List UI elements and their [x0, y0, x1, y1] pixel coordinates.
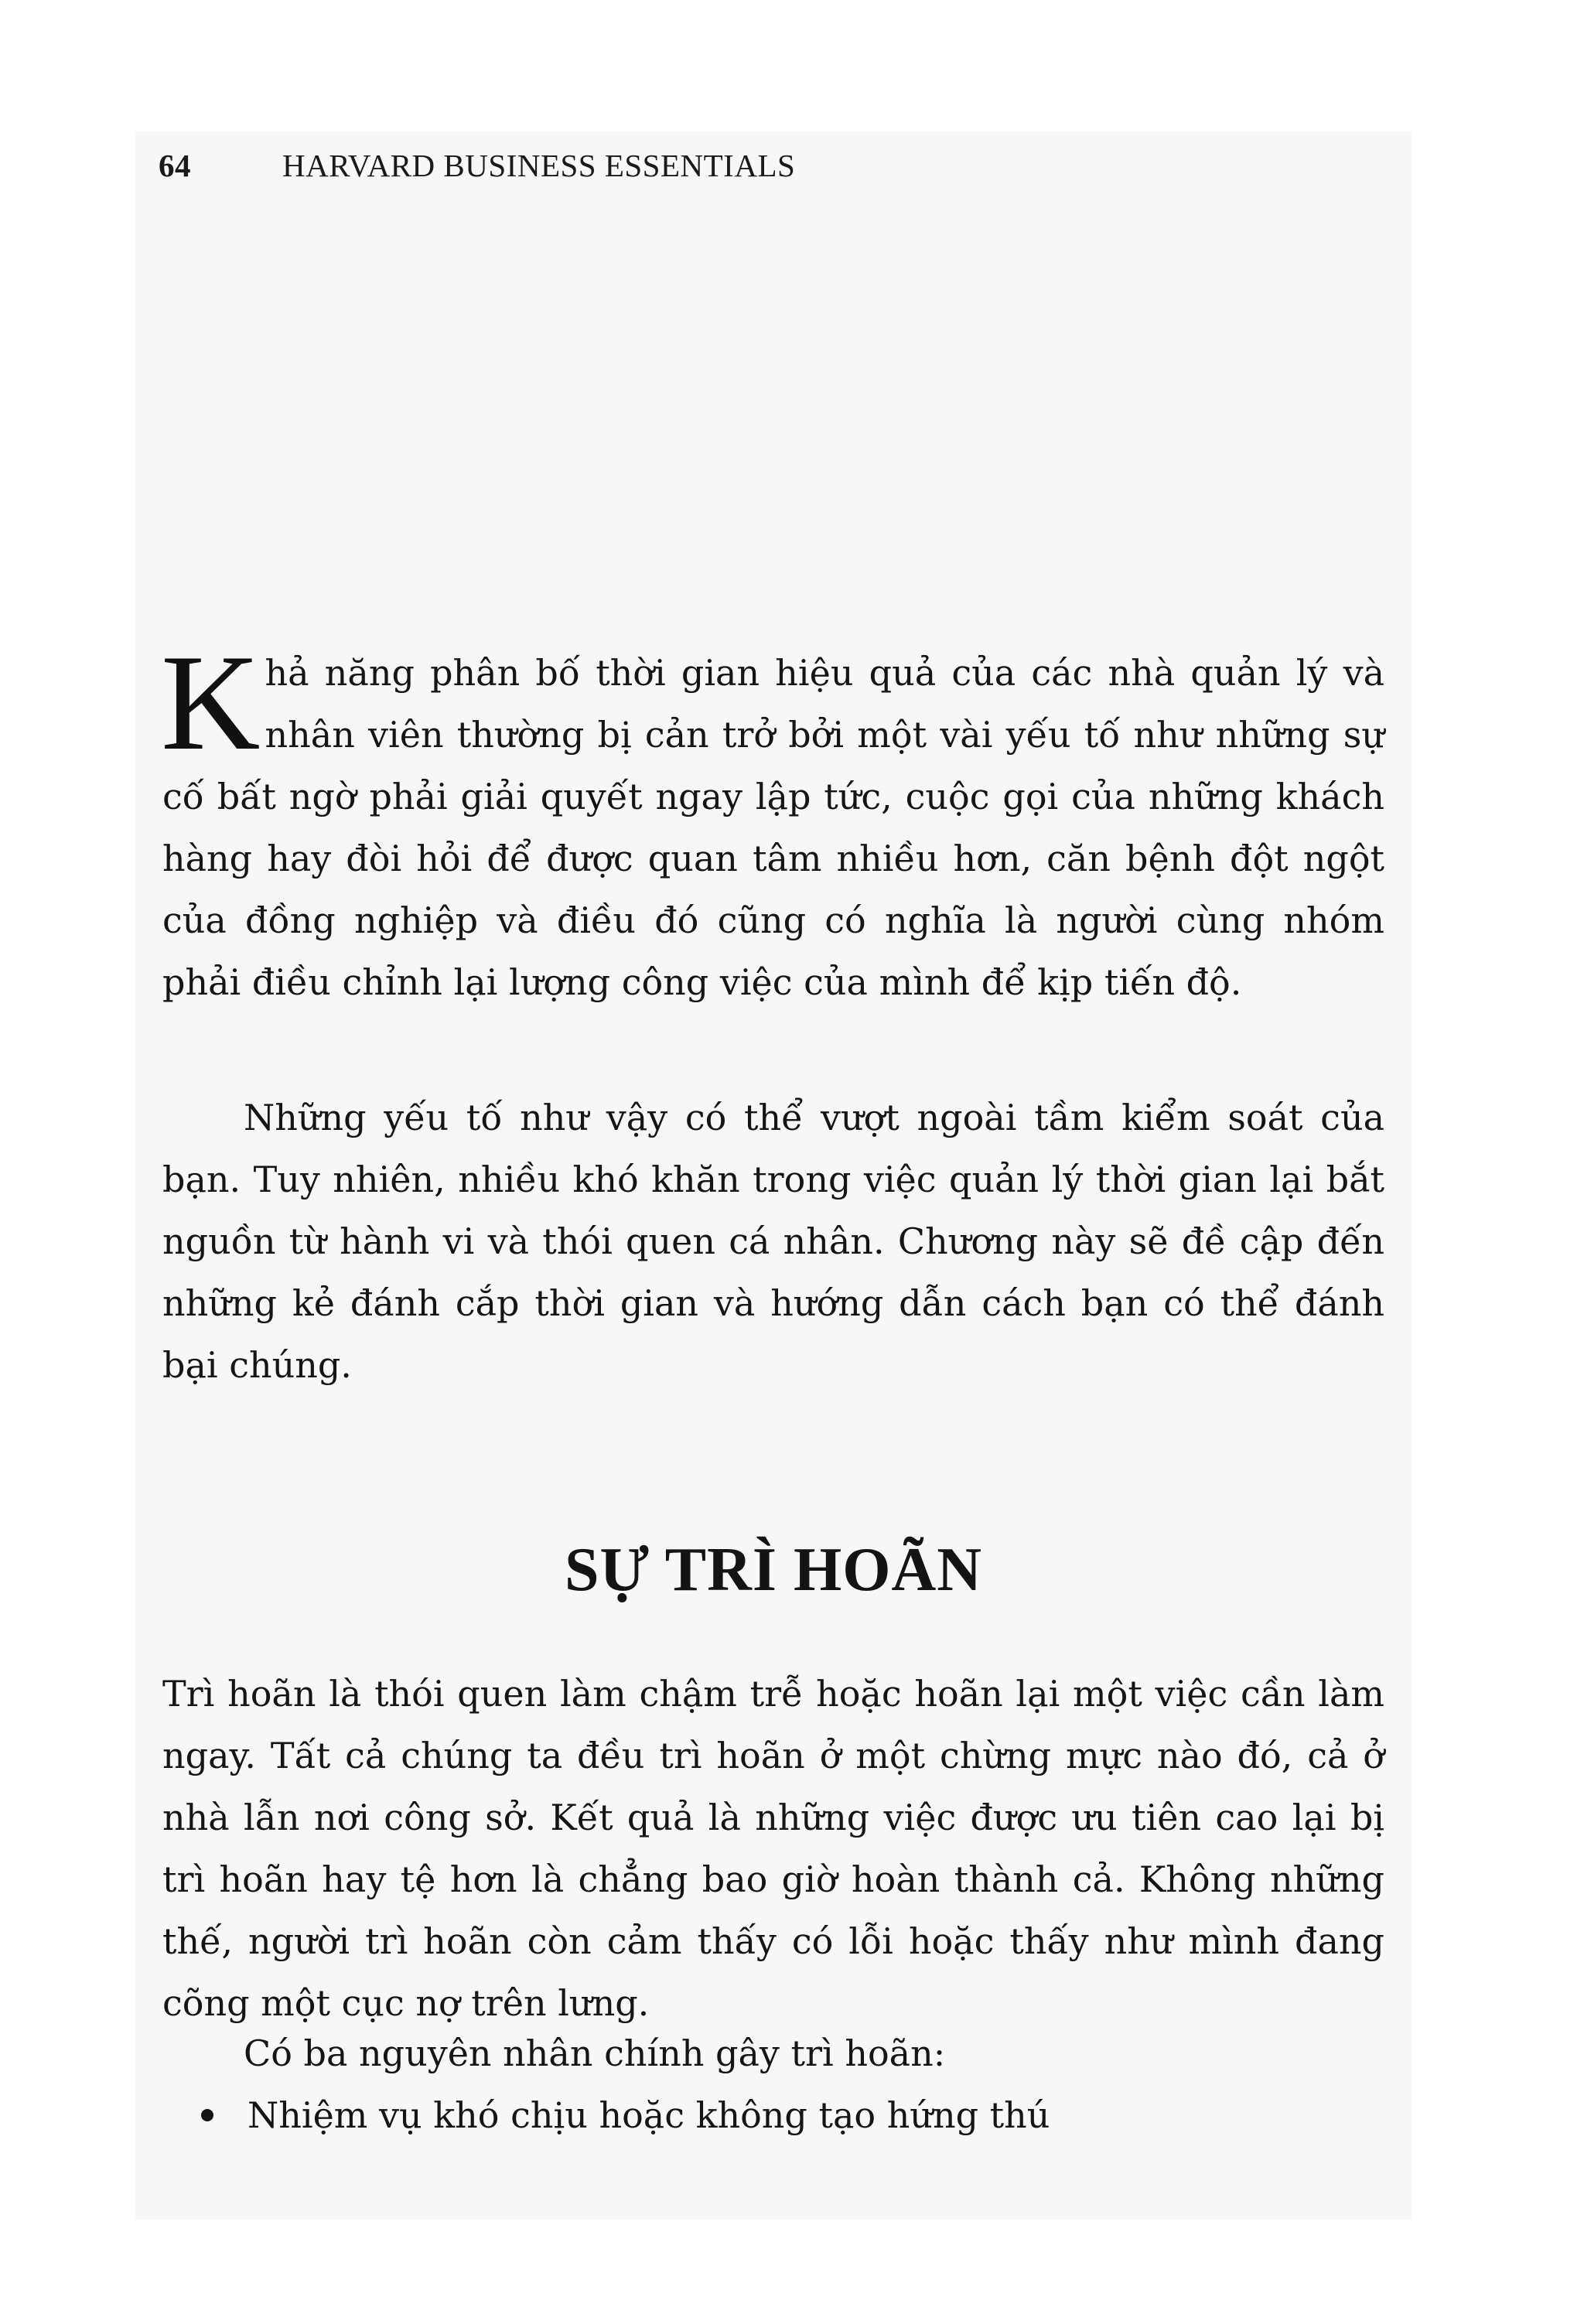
drop-cap: K [161, 626, 261, 779]
section-heading: SỰ TRÌ HOÃN [565, 1536, 982, 1604]
section-paragraph-1: Trì hoãn là thói quen làm chậm trễ hoặc hoãn lại một việc cần làm ngay. Tất cả chúng ta đều trì hoãn ở một chừng mực nào đó, cả ở nhà lẫn nơi công sở. Kết quả là những việc được ưu tiên cao lại bị trì hoãn hay tệ hơn là chẳng bao giờ hoàn thành cả. Không những thế, người trì hoãn còn cảm thấy có lỗi hoặc thấy như mình đang cõng một cục nợ trên lưng. [162, 1673, 1384, 2024]
intro-paragraph-1-text: hả năng phân bố thời gian hiệu quả của các nhà quản lý và nhân viên thường bị cản trở bởi một vài yếu tố như những sự cố bất ngờ phải giải quyết ngay lập tức, cuộc gọi của những khách hàng hay đòi hỏi để được quan tâm nhiều hơn, căn bệnh đột ngột của đồng nghiệp và điều đó cũng có nghĩa là người cùng nhóm phải điều chỉnh lại lượng công việc của mình để kịp tiến độ. [162, 652, 1384, 1003]
bullet-icon [201, 2109, 213, 2121]
section-paragraph-2: Có ba nguyên nhân chính gây trì hoãn: [244, 2032, 946, 2074]
causes-list [162, 2084, 1384, 2146]
page-number: 64 [159, 148, 191, 183]
intro-paragraph-1 [161, 626, 1384, 1013]
running-header [159, 147, 795, 184]
intro-paragraph-2: Những yếu tố như vậy có thể vượt ngoài tầm kiểm soát của bạn. Tuy nhiên, nhiều khó khăn trong việc quản lý thời gian lại bắt nguồn từ hành vi và thói quen cá nhân. Chương này sẽ đề cập đến những kẻ đánh cắp thời gian và hướng dẫn cách bạn có thể đánh bại chúng. [162, 1097, 1384, 1386]
running-title: HARVARD BUSINESS ESSENTIALS [282, 148, 796, 183]
list-item-text: Nhiệm vụ khó chịu hoặc không tạo hứng thú [248, 2094, 1050, 2136]
list-item [162, 2084, 1384, 2146]
